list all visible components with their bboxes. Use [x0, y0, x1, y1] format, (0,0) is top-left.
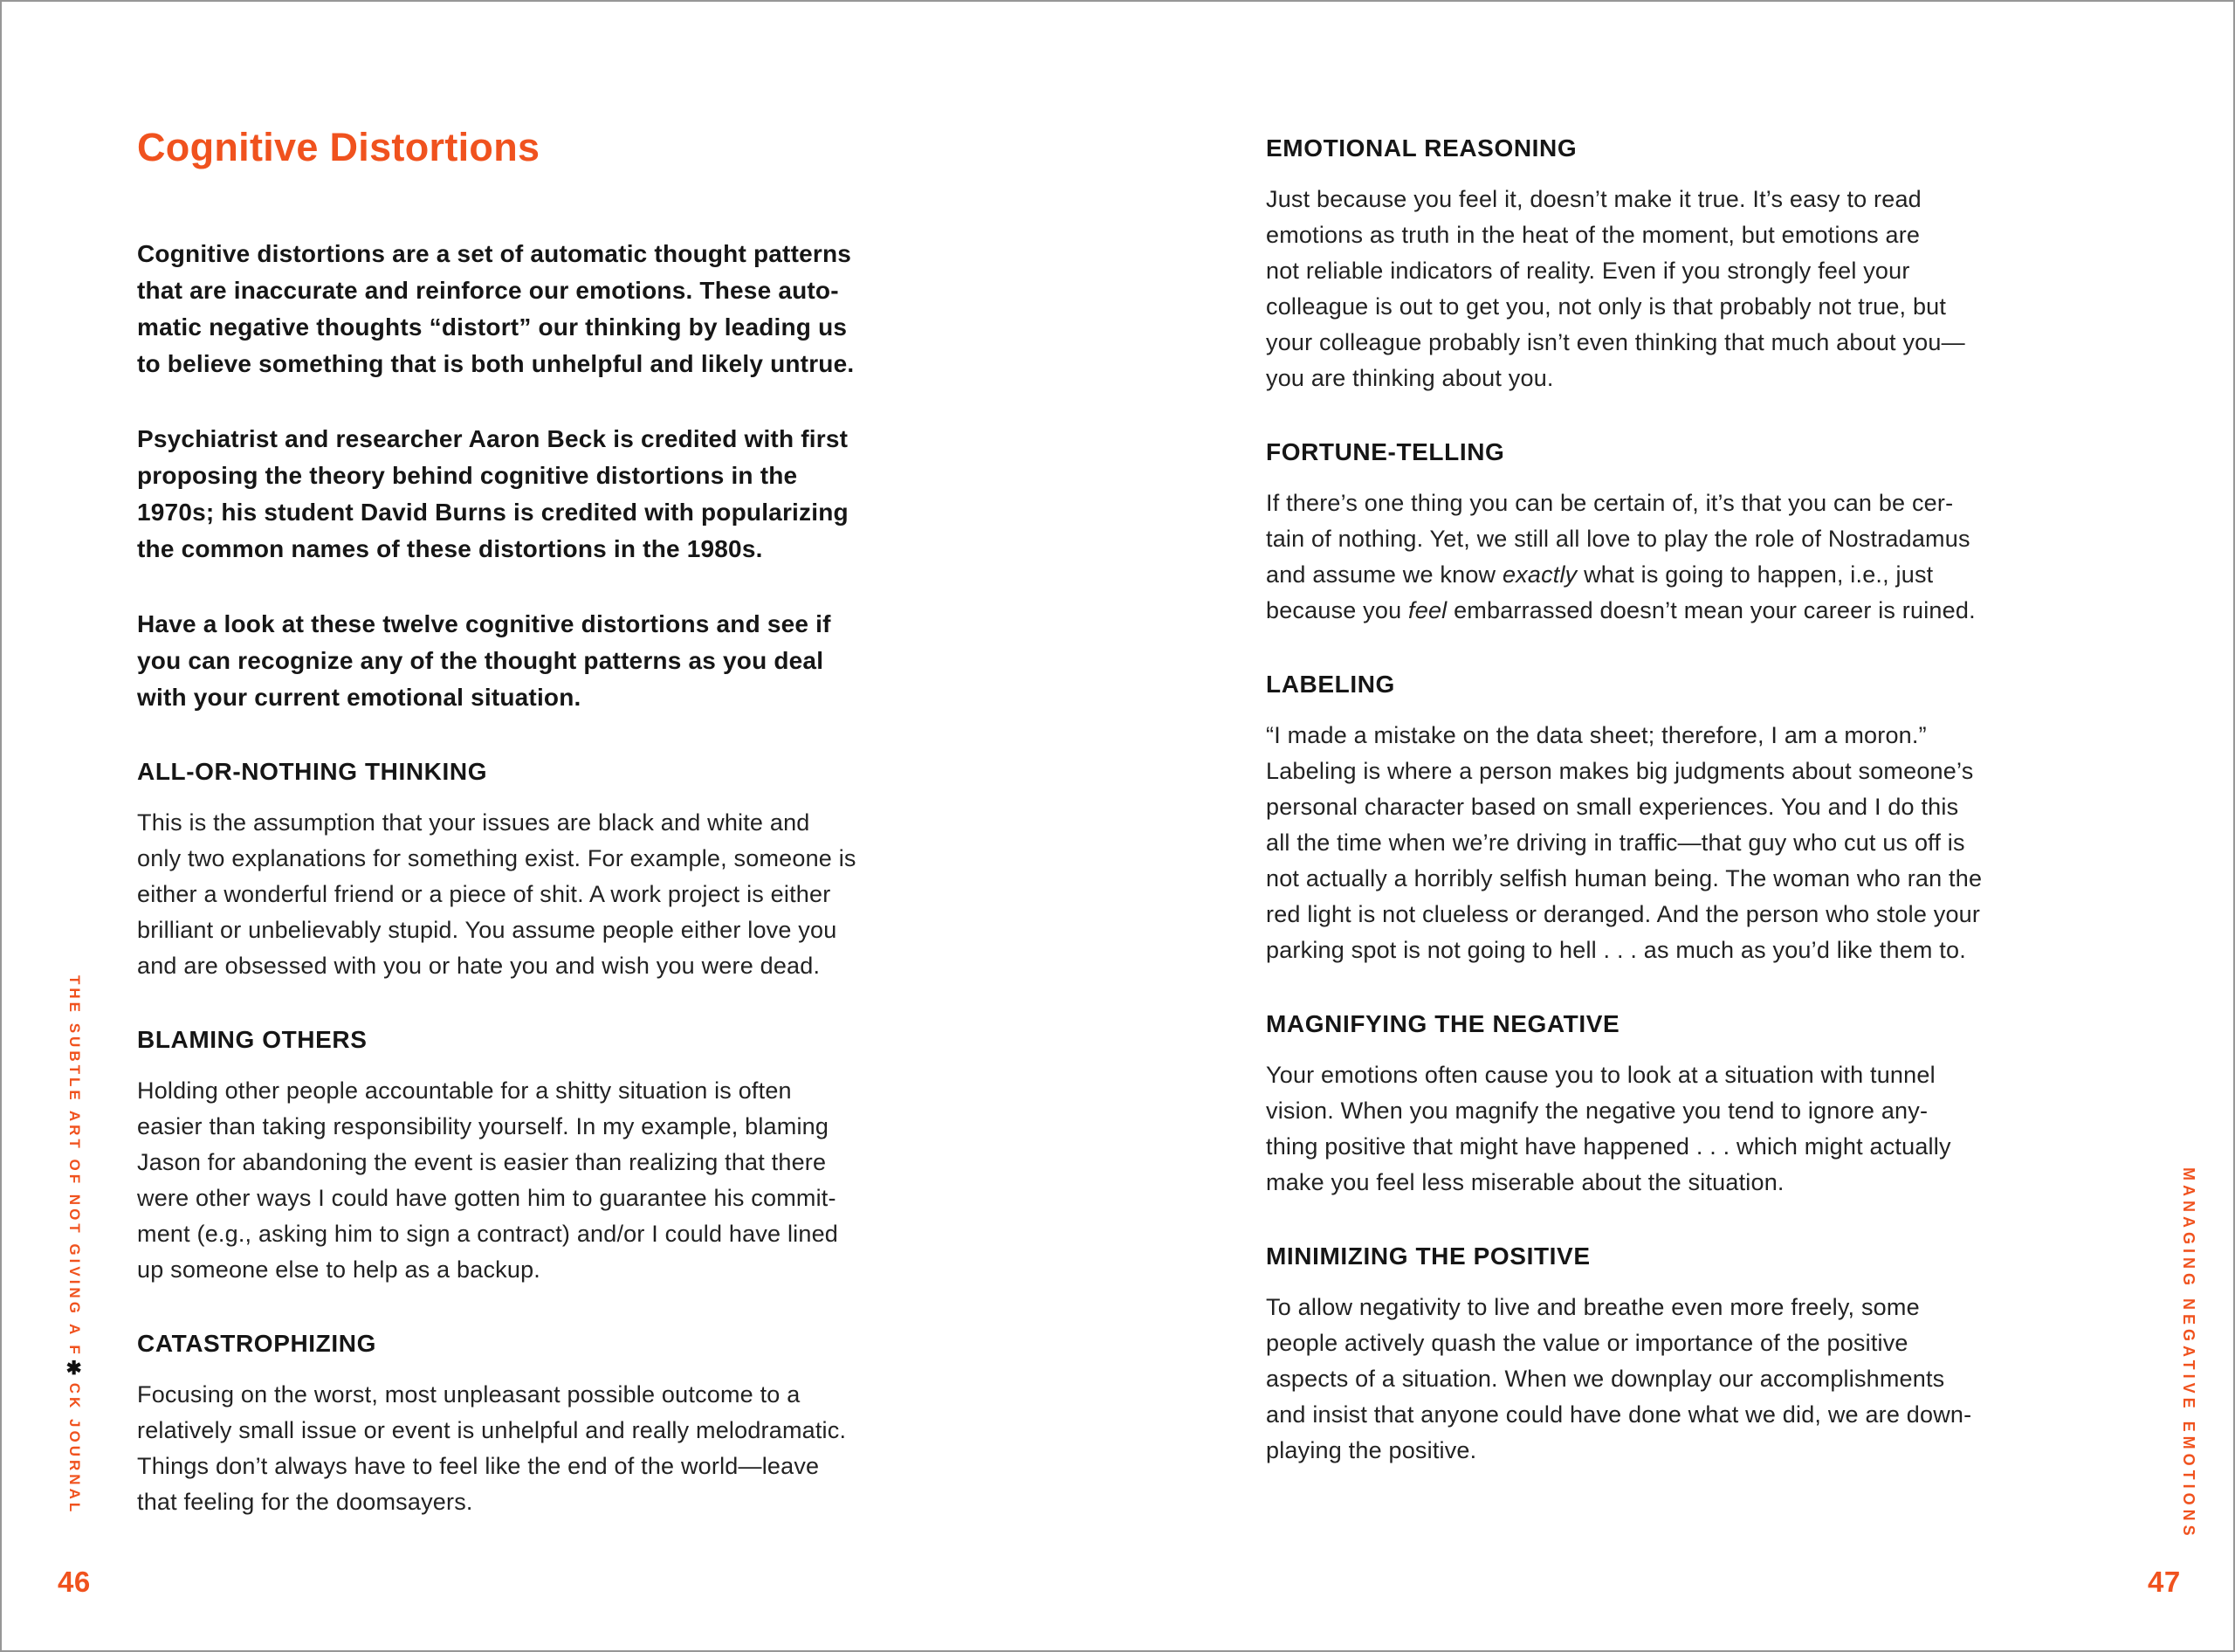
section-heading-all-or-nothing: ALL-OR-NOTHING THINKING: [137, 758, 488, 785]
section-heading-magnifying-the-negative: MAGNIFYING THE NEGATIVE: [1266, 1010, 1620, 1037]
right-page-column: [1266, 133, 2178, 1469]
section-heading-labeling: LABELING: [1266, 671, 1395, 698]
section-body: Just because you feel it, doesn’t make it true. It’s easy to read emotions as truth in the heat of the moment, but emotions are not reliable indicators of reality. Even if you strongly feel your colleague is out to get you, not only is that probably not true, but your colleague probably isn’t even thinking that much about you— you are thinking about you.: [1266, 186, 1965, 391]
section-body: Your emotions often cause you to look at a situation with tunnel vision. When you magnify the negative you tend to ignore any- thing positive that might have happened . . . which might actually make you feel less miserable about the situation.: [1266, 1062, 1951, 1195]
section-heading-blaming-others: BLAMING OTHERS: [137, 1026, 368, 1053]
section-heading-fortune-telling: FORTUNE-TELLING: [1266, 438, 1505, 465]
intro-paragraph: Cognitive distortions are a set of automatic thought patterns that are inaccurate and reinforce our emotions. These auto- matic negative thoughts “distort” our thinking by leading us to believe something that is both unhelpful and likely untrue.: [137, 240, 855, 377]
section-body: If there’s one thing you can be certain of, it’s that you can be cer- tain of nothing. Yet, we still all love to play the role of Nostradamus and assume we know exactly what is going to happen, i.e., just because you feel embarrassed doesn’t mean your career is ruined.: [1266, 490, 1976, 623]
book-title-text-before-splat: THE SUBTLE ART OF NOT GIVING A F: [66, 975, 83, 1358]
section-body: This is the assumption that your issues are black and white and only two explanations for something exist. For example, someone is either a wonderful friend or a piece of shit. A work project is either brilliant or unbelievably stupid. You assume people either love you and are obsessed with you or hate you and wish you were dead.: [137, 809, 856, 979]
chapter-title-sidebar: MANAGING NEGATIVE EMOTIONS: [2180, 1167, 2197, 1540]
section-heading-minimizing-the-positive: MINIMIZING THE POSITIVE: [1266, 1242, 1591, 1270]
left-page-column: [137, 124, 1019, 1520]
page-number-right: 47: [2148, 1566, 2181, 1598]
page-number-left: 46: [58, 1566, 91, 1598]
section-body: Focusing on the worst, most unpleasant possible outcome to a relatively small issue or event is unhelpful and really melodramatic. Things don’t always have to feel like the end of the world—leave that feeling for the doomsayers.: [137, 1381, 847, 1515]
book-title-sidebar: [63, 975, 86, 1515]
page-title: Cognitive Distortions: [137, 125, 540, 169]
intro-paragraph: Psychiatrist and researcher Aaron Beck is credited with first proposing the theory behind cognitive distortions in the 1970s; his student David Burns is credited with popularizing the common names of these distortions in the 1980s.: [137, 425, 849, 562]
section-body: “I made a mistake on the data sheet; therefore, I am a moron.” Labeling is where a person makes big judgments about someone’s personal character based on small experiences. You and I do this all the time when we’re driving in traffic—that guy who cut us off is not actually a horribly selfish human being. The woman who ran the red light is not clueless or deranged. And the person who stole your parking spot is not going to hell . . . as much as you’d like them to.: [1266, 722, 1983, 963]
section-body: Holding other people accountable for a shitty situation is often easier than taking responsibility yourself. In my example, blaming Jason for abandoning the event is easier than realizing that there were other ways I could have gotten him to guarantee his commit- ment (e.g., asking him to sign a contract) and/or I could have lined up someone else to help as a backup.: [137, 1077, 839, 1283]
asterisk-splat-icon: ✱: [64, 1357, 85, 1383]
section-body: To allow negativity to live and breathe even more freely, some people actively quash the value or importance of the positive aspects of a situation. When we downplay our accomplishments and insist that anyone could have done what we did, we are down- playing the positive.: [1266, 1294, 1972, 1463]
book-title-text-after-splat: CK JOURNAL: [66, 1382, 83, 1516]
section-heading-emotional-reasoning: EMOTIONAL REASONING: [1266, 134, 1578, 162]
section-heading-catastrophizing: CATASTROPHIZING: [137, 1330, 376, 1357]
intro-paragraph: Have a look at these twelve cognitive distortions and see if you can recognize any of the thought patterns as you deal with your current emotional situation.: [137, 610, 831, 711]
